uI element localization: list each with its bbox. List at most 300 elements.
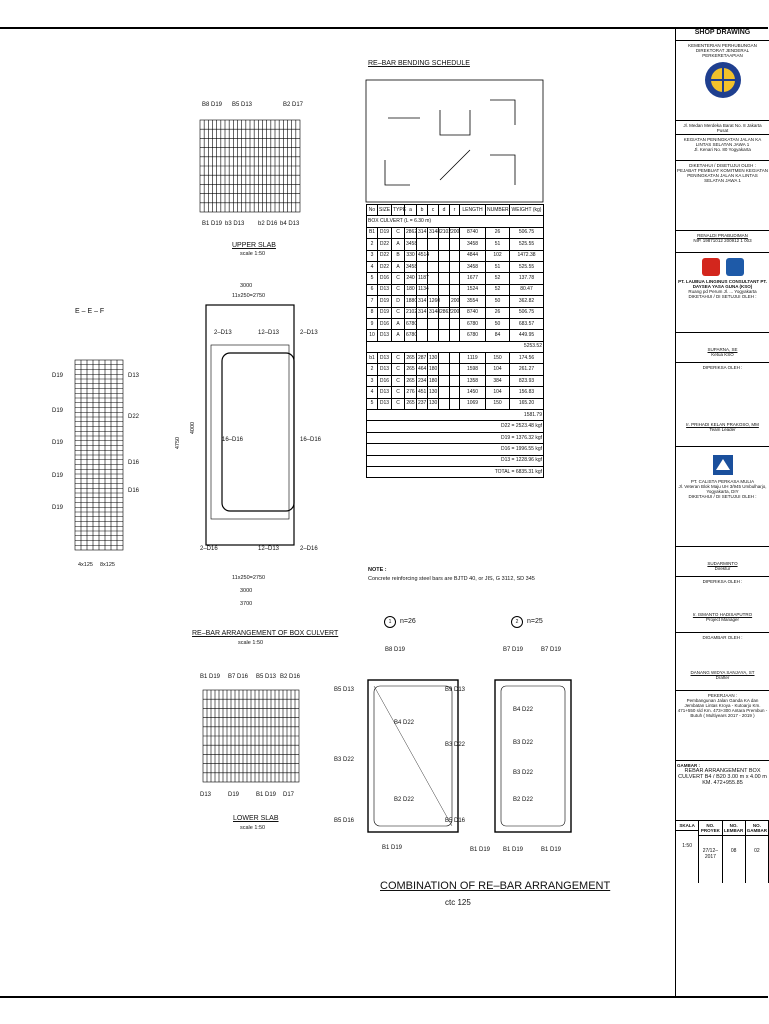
- lower-slab-view: [203, 690, 299, 782]
- schedule-cell: C: [392, 227, 405, 238]
- schedule-cell: 5: [367, 273, 378, 284]
- bending-schedule-table: [366, 204, 543, 478]
- schedule-cell: D: [392, 296, 405, 307]
- combo-subtitle: ctc 125: [445, 898, 471, 907]
- schedule-cell: 3: [367, 375, 378, 386]
- schedule-cell: 5253.52: [367, 341, 544, 352]
- schedule-cell: D19 = 1376.32 kgf: [367, 432, 544, 443]
- schedule-cell: [417, 330, 428, 341]
- schedule-cell: 287: [417, 353, 428, 364]
- rebar-tag: B5 D13: [334, 687, 355, 693]
- schedule-cell: 1581.79: [367, 410, 544, 421]
- schedule-cell: C: [392, 284, 405, 295]
- contractor-logo-icon: [713, 455, 733, 475]
- schedule-cell: d: [439, 205, 450, 216]
- schedule-cell: D13: [378, 330, 392, 341]
- schedule-cell: 104: [486, 364, 510, 375]
- schedule-cell: [439, 353, 450, 364]
- schedule-cell: [439, 261, 450, 272]
- schedule-cell: [439, 364, 450, 375]
- tb-person1-nip: NIP. 19871012 200912 1 003: [693, 238, 752, 243]
- tb-footer-header: SKALA: [676, 821, 698, 831]
- rebar-tag: B2 D22: [513, 797, 534, 803]
- table-row: [367, 273, 544, 284]
- schedule-cell: 165.20: [510, 398, 544, 409]
- table-row: [367, 284, 544, 295]
- rebar-tag: 16–D16: [300, 437, 322, 443]
- rebar-tag: B5 D16: [445, 818, 466, 824]
- schedule-cell: 3458: [460, 239, 486, 250]
- schedule-cell: C: [392, 273, 405, 284]
- schedule-cell: C: [392, 307, 405, 318]
- tb-person2-role: Ketua KSO: [711, 352, 734, 357]
- box-culvert-title: RE–BAR ARRANGEMENT OF BOX CULVERT: [192, 630, 339, 637]
- tb-drawing-label: GAMBAR :: [677, 763, 700, 768]
- side-dim-b: 8x125: [100, 562, 115, 568]
- schedule-cell: 130: [428, 398, 439, 409]
- rebar-tag: 12–D13: [258, 546, 280, 552]
- schedule-cell: 51: [486, 239, 510, 250]
- dim-3000-bot: 3000: [240, 588, 253, 594]
- tb-person4-role: Direktur: [714, 566, 731, 571]
- schedule-cell: C: [392, 387, 405, 398]
- rebar-tag: D19: [52, 473, 64, 479]
- schedule-cell: D19: [378, 296, 392, 307]
- schedule-cell: 130: [428, 387, 439, 398]
- tb-check3-cell: [676, 363, 769, 447]
- combo-title: COMBINATION OF RE–BAR ARRANGEMENT: [380, 880, 611, 892]
- schedule-cell: D13 = 1228.96 kgf: [367, 455, 544, 466]
- tb-ministry-cell: [676, 41, 769, 121]
- schedule-cell: 51: [486, 261, 510, 272]
- schedule-cell: 156.83: [510, 387, 544, 398]
- rebar-tag: B1 D19: [470, 847, 491, 853]
- schedule-cell: 26: [486, 307, 510, 318]
- rebar-tag: B1 D19: [200, 674, 221, 680]
- schedule-cell: D19: [378, 307, 392, 318]
- schedule-cell: 240: [405, 273, 417, 284]
- schedule-cell: 1880: [405, 296, 417, 307]
- schedule-cell: D16: [378, 273, 392, 284]
- schedule-cell: [417, 239, 428, 250]
- schedule-cell: 1134: [417, 284, 428, 295]
- schedule-cell: [439, 330, 450, 341]
- tb-footer-value: 27/12–2017: [702, 848, 719, 860]
- schedule-cell: r: [450, 205, 460, 216]
- table-row: [367, 375, 544, 386]
- schedule-cell: SIZE: [378, 205, 392, 216]
- schedule-cell: 464: [417, 364, 428, 375]
- tb-consultant: PT. LAUBUA LINGINUS CONSULTANT PT. DAYSEA YASA GUNA (KSO): [678, 279, 767, 289]
- tb-drawing-title: REBAR ARRANGEMENT BOX CULVERT B4 / B20 3.00 m x 4.00 m KM. 472+955.85: [678, 768, 767, 786]
- schedule-cell: 2: [367, 239, 378, 250]
- consultant-logo-2-icon: [726, 258, 744, 276]
- schedule-cell: 2: [367, 364, 378, 375]
- rebar-tag: B1 D19: [503, 847, 524, 853]
- rebar-tag: 2–D16: [300, 546, 318, 552]
- schedule-cell: [439, 250, 450, 261]
- schedule-cell: 1119: [460, 353, 486, 364]
- rebar-tag: 2–D13: [214, 330, 232, 336]
- schedule-cell: [439, 296, 450, 307]
- schedule-cell: 265: [405, 364, 417, 375]
- dim-3700-bot: 3700: [240, 601, 253, 607]
- schedule-cell: 2102: [405, 307, 417, 318]
- schedule-cell: [439, 375, 450, 386]
- schedule-cell: 2862: [439, 307, 450, 318]
- combination-1-view: [368, 680, 458, 832]
- tb-person5-role: Project Manager: [705, 617, 740, 622]
- lower-slab-scale: scale 1:50: [240, 825, 266, 831]
- schedule-cell: 3458: [405, 239, 417, 250]
- schedule-cell: D13: [378, 353, 392, 364]
- schedule-cell: D19: [378, 227, 392, 238]
- tb-contractor: PT. CALISTA PERKASA MULIA: [690, 479, 755, 484]
- schedule-header-row: [367, 205, 544, 216]
- schedule-cell: 261.27: [510, 364, 544, 375]
- tb-footer-col: [746, 821, 769, 883]
- schedule-cell: 200: [450, 227, 460, 238]
- schedule-cell: 180: [428, 364, 439, 375]
- rebar-tag: B5 D13: [256, 674, 277, 680]
- tb-address1: Jl. Medan Merdeka Barat No. 8 Jakarta Pusat: [676, 121, 769, 135]
- table-row: [367, 318, 544, 329]
- schedule-total-row: [367, 466, 544, 477]
- schedule-cell: D13: [378, 398, 392, 409]
- rebar-tag: B8 D19: [385, 647, 406, 653]
- box-culvert-scale: scale 1:50: [238, 640, 264, 646]
- tb-footer-header: NO. GAMBAR: [746, 821, 768, 836]
- schedule-cell: 9: [367, 318, 378, 329]
- schedule-total-row: [367, 444, 544, 455]
- rebar-tag: B7 D16: [228, 674, 249, 680]
- dim-3000-top: 3000: [240, 283, 253, 289]
- schedule-cell: B1: [367, 227, 378, 238]
- schedule-cell: No: [367, 205, 378, 216]
- schedule-cell: [439, 239, 450, 250]
- schedule-cell: [428, 239, 439, 250]
- table-row: [367, 250, 544, 261]
- tb-check6-title: DIGAMBAR OLEH :: [702, 635, 743, 640]
- schedule-cell: 1358: [460, 375, 486, 386]
- rebar-tag: B3 D22: [513, 740, 534, 746]
- schedule-cell: [428, 330, 439, 341]
- schedule-cell: 52: [486, 273, 510, 284]
- tb-address2: Jl. Kenari No. 80 Yogyakarta: [694, 147, 751, 152]
- schedule-cell: 6780: [405, 318, 417, 329]
- rebar-tag: 16–D16: [222, 437, 244, 443]
- rebar-tag: B4 D22: [394, 720, 415, 726]
- combination-2-view: [495, 680, 571, 832]
- rebar-tag: B1 D19: [541, 847, 562, 853]
- schedule-cell: 1187: [417, 273, 428, 284]
- tb-check3-title: DIPERIKSA OLEH :: [702, 365, 743, 370]
- tb-check5-cell: [676, 577, 769, 633]
- schedule-cell: 26: [486, 227, 510, 238]
- schedule-cell: 3554: [460, 296, 486, 307]
- schedule-cell: 525.55: [510, 261, 544, 272]
- schedule-cell: 150: [486, 398, 510, 409]
- schedule-cell: 130: [428, 353, 439, 364]
- table-row: [367, 296, 544, 307]
- schedule-cell: 50: [486, 296, 510, 307]
- schedule-cell: 823.93: [510, 375, 544, 386]
- schedule-cell: BOX CULVERT (L = 6.30 m): [367, 216, 544, 227]
- tb-check5-title: DIPERIKSA OLEH :: [702, 579, 743, 584]
- schedule-cell: D22: [378, 239, 392, 250]
- schedule-total-row: [367, 455, 544, 466]
- tb-footer-value: 1:50: [682, 843, 692, 849]
- schedule-cell: 1524: [460, 284, 486, 295]
- schedule-cell: [450, 364, 460, 375]
- schedule-cell: 265: [405, 398, 417, 409]
- schedule-cell: 3148: [428, 227, 439, 238]
- schedule-cell: LENGTH: [460, 205, 486, 216]
- schedule-cell: 3458: [405, 261, 417, 272]
- schedule-cell: [450, 330, 460, 341]
- schedule-cell: D16: [378, 375, 392, 386]
- rebar-tag: 12–D13: [258, 330, 280, 336]
- schedule-cell: [450, 353, 460, 364]
- note-text: Concrete reinforcing steel bars are BJTD 40, or JIS, G 3112, SD 345: [368, 576, 535, 582]
- tb-project: KEGIATAN PENINGKATAN JALAN KA LINTAS SELATAN JAWA 1: [683, 137, 762, 147]
- schedule-cell: [428, 250, 439, 261]
- schedule-cell: 180: [428, 375, 439, 386]
- schedule-cell: 180: [405, 284, 417, 295]
- schedule-cell: 6780: [405, 330, 417, 341]
- schedule-cell: 200: [450, 296, 460, 307]
- tb-check4-title: DIKETAHUI / DI SETUJUI OLEH :: [688, 494, 757, 499]
- tb-person3: Ir. PRIHADI KELAN PRAKOSO, MM: [686, 422, 759, 427]
- schedule-cell: [450, 375, 460, 386]
- combo2-number: 2: [511, 616, 523, 628]
- title-block: [675, 27, 769, 997]
- dim-spacing-bot: 11x250=2750: [232, 575, 266, 581]
- schedule-cell: 314: [417, 296, 428, 307]
- tb-person2-cell: [676, 333, 769, 363]
- rebar-tag: b4 D13: [280, 221, 300, 227]
- schedule-cell: [439, 398, 450, 409]
- schedule-cell: 265: [405, 353, 417, 364]
- schedule-cell: 276: [405, 387, 417, 398]
- schedule-cell: 1472.38: [510, 250, 544, 261]
- dim-spacing-top: 11x250=2750: [232, 293, 266, 299]
- schedule-cell: [439, 387, 450, 398]
- tb-work-title: PEKERJAAN :: [707, 693, 738, 698]
- tb-consultant-cell: [676, 253, 769, 333]
- tb-consult-addr: Ruang pd Perum Jl. ... Yogyakarta: [688, 289, 757, 294]
- rebar-tag: D19: [52, 440, 64, 446]
- schedule-cell: D13: [378, 284, 392, 295]
- schedule-cell: A: [392, 318, 405, 329]
- rebar-tag: B3 D22: [334, 757, 355, 763]
- rebar-tag: B5 D13: [232, 102, 253, 108]
- rebar-tag: B7 D19: [541, 647, 562, 653]
- schedule-cell: WEIGHT (kg): [510, 205, 544, 216]
- table-row: [367, 387, 544, 398]
- schedule-cell: c: [428, 205, 439, 216]
- schedule-cell: [450, 318, 460, 329]
- combo1-label: n=26: [400, 618, 416, 625]
- schedule-cell: [450, 261, 460, 272]
- tb-person5: Ir. ISMANTO HADISAPUTRO: [692, 612, 753, 617]
- schedule-cell: A: [392, 239, 405, 250]
- schedule-cell: 150: [486, 353, 510, 364]
- schedule-cell: [439, 284, 450, 295]
- schedule-cell: C: [392, 353, 405, 364]
- schedule-cell: 330: [405, 250, 417, 261]
- rebar-tag: B2 D17: [283, 102, 304, 108]
- rebar-tag: D19: [52, 373, 64, 379]
- schedule-cell: 84: [486, 330, 510, 341]
- rebar-tag: B2 D16: [280, 674, 301, 680]
- tb-drawing-cell: [676, 761, 769, 821]
- table-row: [367, 307, 544, 318]
- schedule-cell: [439, 318, 450, 329]
- schedule-cell: B: [392, 250, 405, 261]
- tb-person4: SUDARMINTO: [707, 561, 738, 566]
- table-row: [367, 330, 544, 341]
- schedule-cell: 362.82: [510, 296, 544, 307]
- schedule-cell: TYPE: [392, 205, 405, 216]
- rebar-tag: B5 D16: [334, 818, 355, 824]
- schedule-cell: 1677: [460, 273, 486, 284]
- tb-work-text: Pembangunan Jalan Ganda KA dan Jembatan Lintas Kroya - Kutoarjo Km. 471+550 s/d Km. 473+300 Antara Prembun - Butuh ( Multiyears 2017 - 2019 ): [677, 698, 768, 718]
- schedule-cell: 449.95: [510, 330, 544, 341]
- schedule-cell: TOTAL = 6835.31 kgf: [367, 466, 544, 477]
- tb-person1-cell: [676, 231, 769, 253]
- consultant-logo-1-icon: [702, 258, 720, 276]
- schedule-cell: [428, 261, 439, 272]
- schedule-cell: 200: [450, 307, 460, 318]
- schedule-cell: A: [392, 261, 405, 272]
- schedule-cell: C: [392, 398, 405, 409]
- schedule-subtotal-row: [367, 410, 544, 421]
- table-row: [367, 398, 544, 409]
- schedule-cell: 6780: [460, 318, 486, 329]
- schedule-cell: 1069: [460, 398, 486, 409]
- tb-project-cell: [676, 135, 769, 161]
- combo1-number: 1: [384, 616, 396, 628]
- dim-4000: 4000: [190, 421, 197, 435]
- schedule-cell: 6780: [460, 330, 486, 341]
- schedule-cell: 7: [367, 296, 378, 307]
- tb-contractor-addr: Jl. Veteran Blok Maju UH 3/945 Umbulharjo, Yogyakarta, DIY: [678, 484, 767, 494]
- schedule-cell: A: [392, 330, 405, 341]
- schedule-cell: 137.78: [510, 273, 544, 284]
- schedule-cell: 4: [367, 261, 378, 272]
- schedule-cell: 314: [417, 307, 428, 318]
- lower-slab-title: LOWER SLAB: [233, 815, 279, 822]
- rebar-tag: D19: [52, 408, 64, 414]
- schedule-cell: 314: [417, 227, 428, 238]
- schedule-cell: 3: [367, 250, 378, 261]
- schedule-cell: D16 = 1996.55 kgf: [367, 444, 544, 455]
- tb-footer-value: 08: [730, 848, 737, 854]
- rebar-tag: D16: [128, 460, 140, 466]
- rebar-tag: B1 D19: [256, 792, 277, 798]
- rebar-tag: 2–D16: [200, 546, 218, 552]
- tb-person6: DANANG WIDYA SANJAYA, ST: [690, 670, 755, 675]
- ministry-logo-icon: [703, 60, 743, 100]
- schedule-cell: 102: [486, 250, 510, 261]
- tb-person6-role: Drafter: [715, 675, 730, 680]
- schedule-cell: D16: [378, 318, 392, 329]
- schedule-cell: [428, 284, 439, 295]
- schedule-cell: [417, 261, 428, 272]
- rebar-tag: B1 D19: [202, 221, 223, 227]
- rebar-tag: B8 D19: [202, 102, 223, 108]
- tb-footer-value: 02: [754, 848, 760, 854]
- rebar-tag: B2 D22: [394, 797, 415, 803]
- tb-footer: [676, 821, 769, 883]
- table-row: [367, 261, 544, 272]
- rebar-tag: B1 D19: [382, 845, 403, 851]
- schedule-cell: 1450: [460, 387, 486, 398]
- rebar-tag: B3 D22: [445, 742, 466, 748]
- schedule-total-row: [367, 421, 544, 432]
- tb-contractor-cell: [676, 447, 769, 547]
- schedule-cell: 174.56: [510, 353, 544, 364]
- tb-ministry: KEMENTERIAN PERHUBUNGAN DIREKTORAT JENDERAL PERKERETAAPIAN: [688, 43, 757, 58]
- tb-check1-title: DIKETAHUI / DISETUJUI OLEH :: [689, 163, 756, 168]
- rebar-tag: D13: [128, 373, 140, 379]
- schedule-cell: 4844: [460, 250, 486, 261]
- schedule-cell: [450, 284, 460, 295]
- schedule-cell: 8: [367, 307, 378, 318]
- schedule-cell: 683.57: [510, 318, 544, 329]
- schedule-cell: [450, 387, 460, 398]
- box-culvert-section: [206, 305, 294, 545]
- schedule-cell: 234: [417, 375, 428, 386]
- schedule-cell: D22: [378, 250, 392, 261]
- schedule-cell: [417, 318, 428, 329]
- schedule-cell: [428, 273, 439, 284]
- tb-person1: RENALDI PRABUDIMAN: [697, 233, 748, 238]
- note-title: NOTE :: [368, 567, 387, 573]
- tb-footer-header: NO. PROYEK: [699, 821, 721, 836]
- schedule-cell: 5: [367, 398, 378, 409]
- schedule-cell: [450, 273, 460, 284]
- schedule-cell: b1: [367, 353, 378, 364]
- side-section-title: E – E – F: [75, 308, 105, 315]
- schedule-cell: 384: [486, 375, 510, 386]
- tb-check6-cell: [676, 633, 769, 691]
- tb-header: SHOP DRAWING: [676, 27, 769, 41]
- side-dim-a: 4x125: [78, 562, 93, 568]
- schedule-cell: 4: [367, 387, 378, 398]
- tb-check1-cell: [676, 161, 769, 231]
- rebar-tag: B9 D13: [445, 687, 466, 693]
- rebar-tag: D22: [128, 414, 140, 420]
- table-row: [367, 364, 544, 375]
- upper-slab-title: UPPER SLAB: [232, 242, 276, 249]
- rebar-tag: D19: [228, 792, 240, 798]
- schedule-cell: [450, 398, 460, 409]
- rebar-tag: D19: [52, 505, 64, 511]
- side-section-view: [75, 360, 123, 550]
- schedule-cell: 50: [486, 318, 510, 329]
- schedule-cell: 237: [417, 398, 428, 409]
- bending-shapes: [366, 80, 543, 202]
- tb-person3-role: Team Leader: [709, 427, 736, 432]
- rebar-tag: 2–D13: [300, 330, 318, 336]
- tb-footer-header: NO. LEMBAR: [723, 821, 745, 836]
- rebar-tag: B4 D22: [513, 707, 534, 713]
- schedule-subtotal-row: [367, 341, 544, 352]
- tb-check1-role: PEJABAT PEMBUAT KOMITMEN KEGIATAN PENINGKATAN JALAN KA LINTAS SELATAN JAWA 1: [677, 168, 769, 183]
- tb-footer-col: [699, 821, 722, 883]
